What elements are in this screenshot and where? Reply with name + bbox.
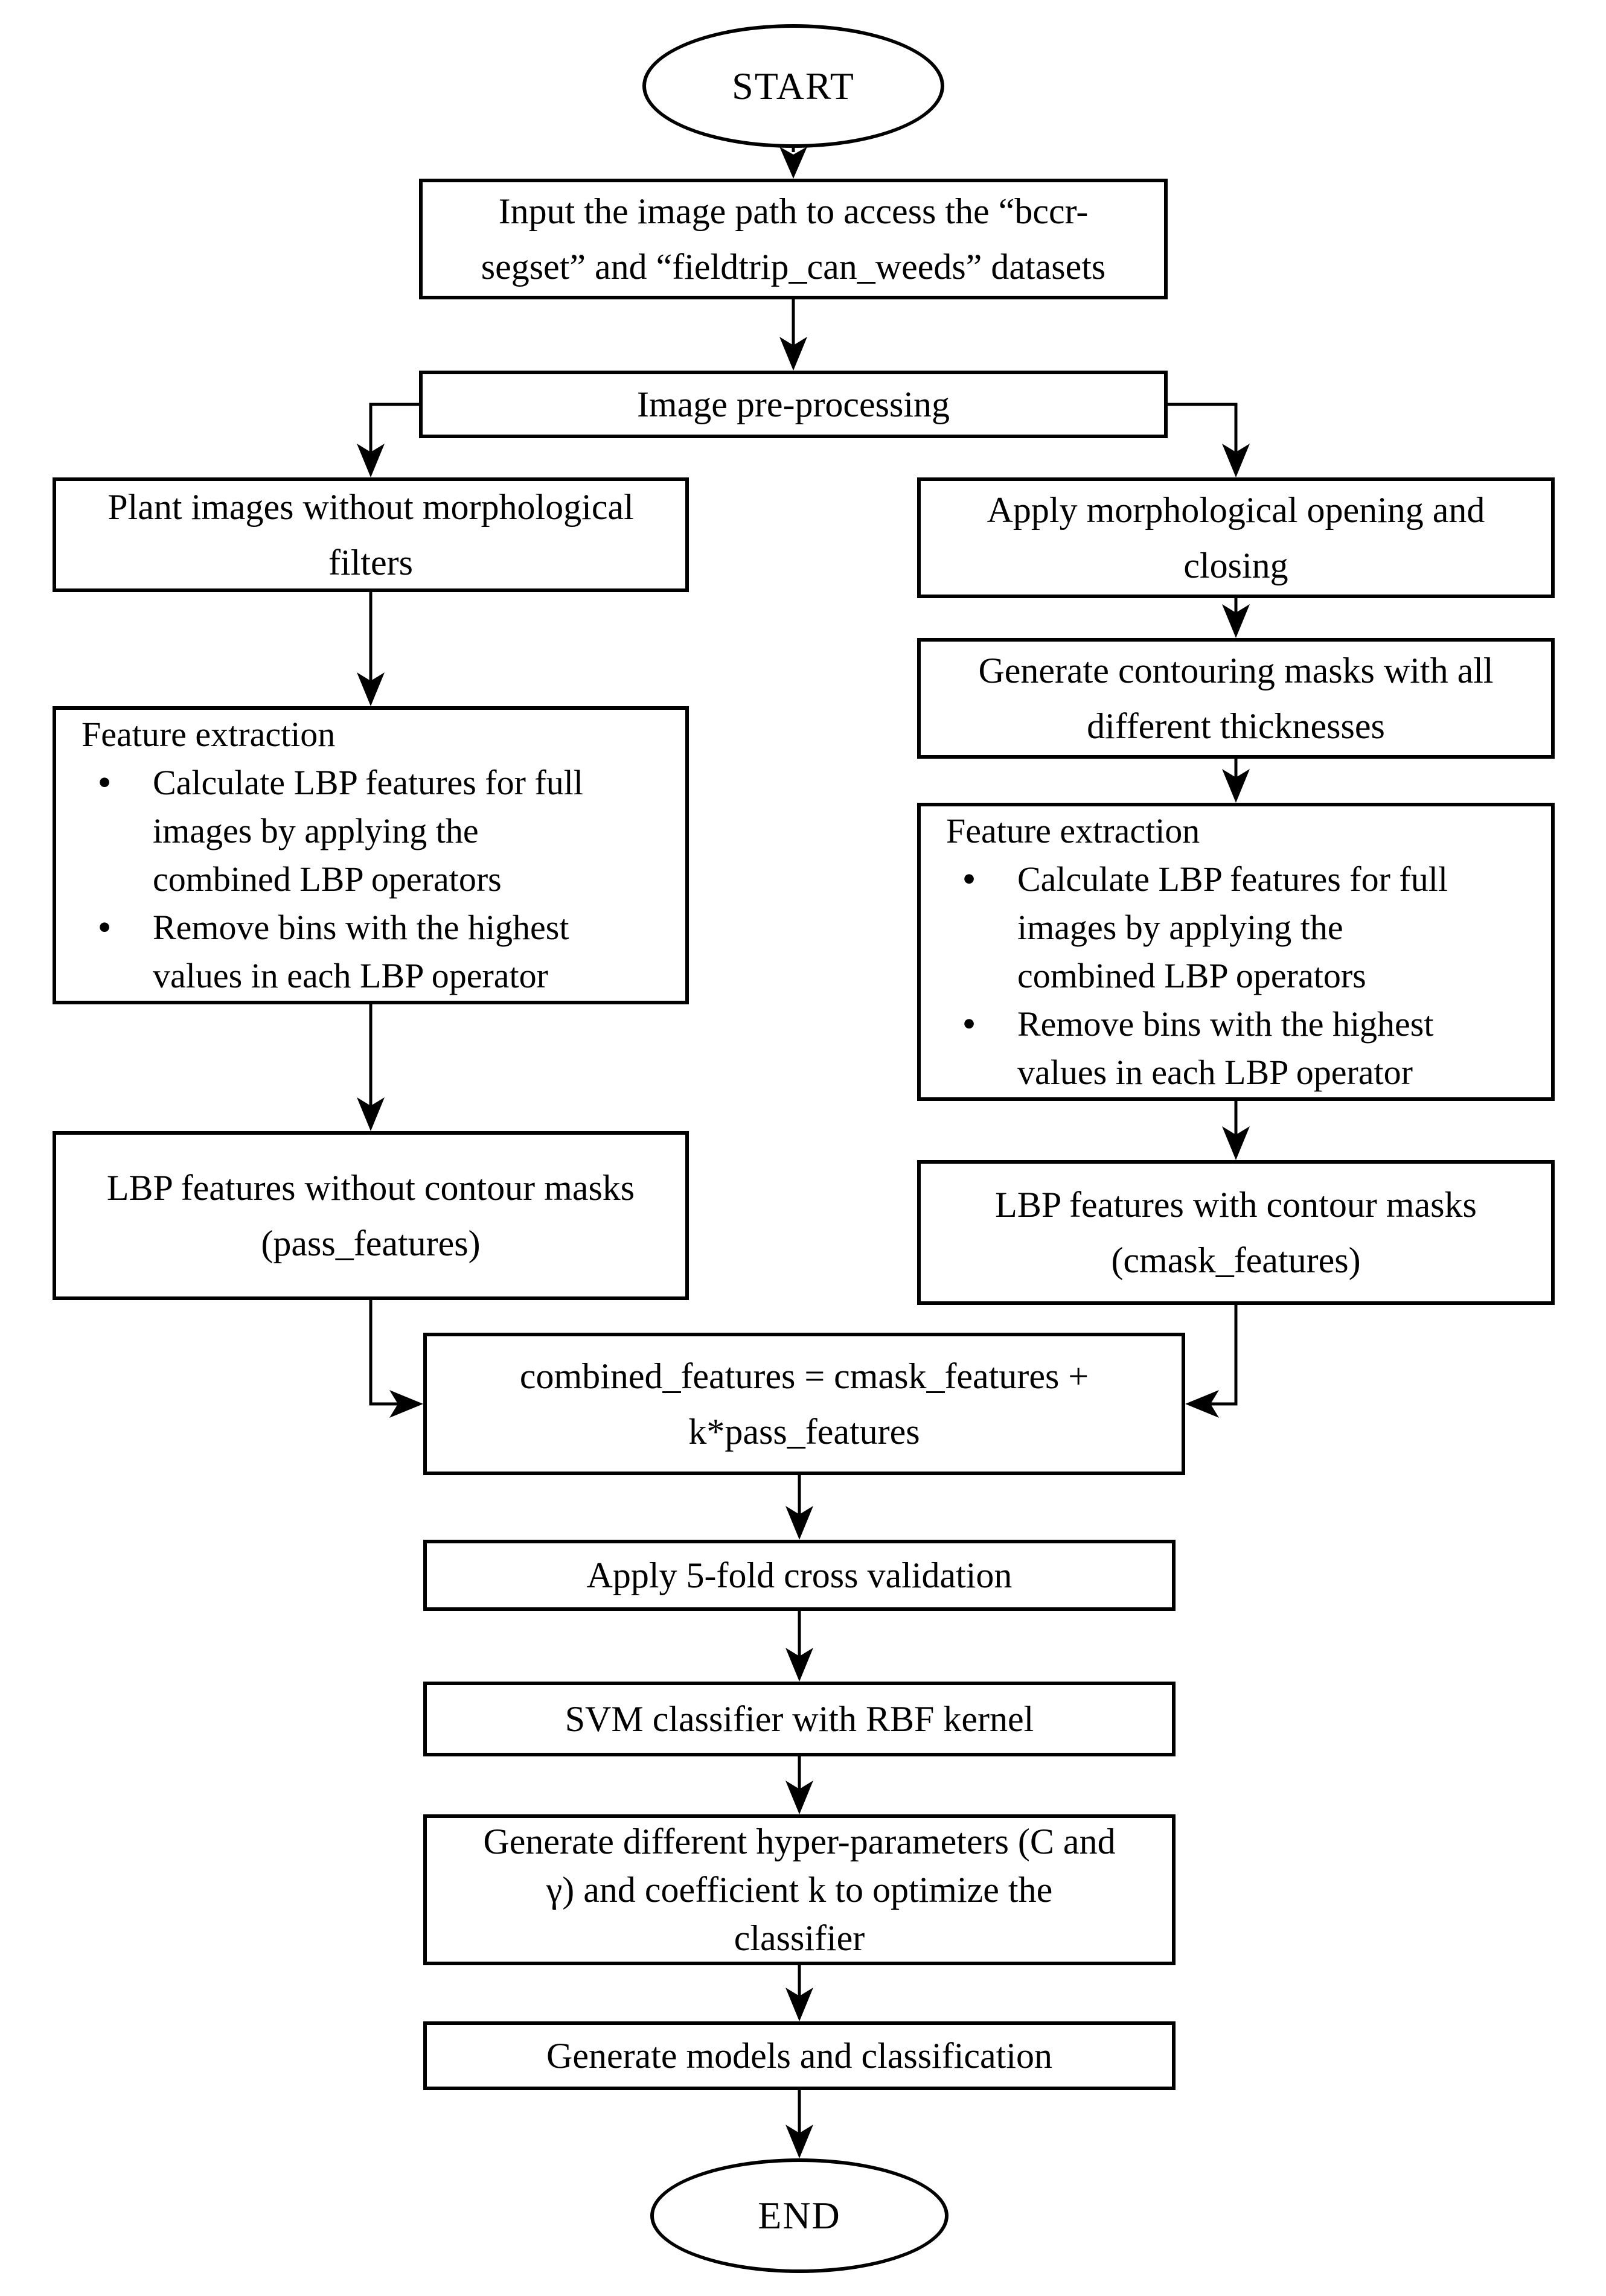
label-line: Remove bins with the highest — [153, 908, 569, 947]
connector-feature-extraction-left-to-pass-features — [357, 1004, 385, 1131]
node-image-preprocessing — [419, 371, 1168, 438]
label-line: Input the image path to access the “bccr- — [498, 191, 1089, 231]
label-line: Calculate LBP features for full — [153, 763, 583, 802]
label-line: START — [732, 64, 855, 107]
connector-input-to-preprocessing — [779, 299, 807, 371]
node-cmask-features — [917, 1160, 1555, 1305]
label-line: different thicknesses — [1087, 706, 1385, 746]
label-line: LBP features without contour masks — [106, 1168, 635, 1208]
label-line: closing — [1183, 546, 1288, 585]
node-feature-extraction-right — [917, 803, 1555, 1101]
connector-preprocessing-to-plant-images — [357, 404, 421, 477]
label-line: (cmask_features) — [1111, 1240, 1361, 1280]
label-line: LBP features with contour masks — [995, 1185, 1477, 1225]
bullet-item — [921, 855, 1518, 1000]
bullet-icon: • — [962, 857, 976, 901]
node-feature-extraction-left — [53, 706, 689, 1004]
label-line: values in each LBP operator — [1017, 1053, 1413, 1092]
label-line: combined LBP operators — [1017, 956, 1366, 995]
label-line: classifier — [734, 1918, 865, 1958]
label-line: images by applying the — [153, 811, 479, 850]
connector-morph-to-contour-masks — [1222, 598, 1250, 638]
label-line: combined LBP operators — [153, 859, 502, 899]
connector-cross-validation-to-svm — [785, 1611, 813, 1682]
label-line: Generate different hyper-parameters (C and — [483, 1822, 1116, 1861]
connector-preprocessing-to-morph-opening-closing — [1166, 404, 1250, 477]
label-line: Calculate LBP features for full — [1017, 859, 1448, 899]
label-line: Plant images without morphological — [107, 487, 634, 527]
bullet-item — [921, 1000, 1518, 1097]
label-line: Image pre-processing — [636, 384, 950, 424]
node-cross-validation — [423, 1540, 1176, 1611]
node-contour-masks — [917, 638, 1555, 759]
node-morph-opening-closing — [917, 477, 1555, 598]
bullet-icon: • — [97, 905, 112, 949]
label-line: values in each LBP operator — [153, 956, 548, 995]
label-line: SVM classifier with RBF kernel — [565, 1699, 1034, 1739]
connector-combined-to-cross-validation — [785, 1475, 813, 1540]
connector-feature-extraction-right-to-cmask-features — [1222, 1101, 1250, 1160]
label-line: γ) and coefficient k to optimize the — [546, 1870, 1053, 1910]
node-svm-classifier — [423, 1682, 1176, 1756]
label-line: END — [758, 2194, 841, 2237]
bullet-item — [56, 904, 652, 1000]
label-line: Apply morphological opening and — [987, 490, 1485, 530]
bullet-icon: • — [962, 1002, 976, 1046]
node-end — [650, 2158, 949, 2273]
label-line: (pass_features) — [261, 1223, 481, 1263]
node-models-classification — [423, 2021, 1176, 2090]
label-line: Remove bins with the highest — [1017, 1004, 1434, 1044]
node-hyper-parameters — [423, 1814, 1176, 1965]
bullet-item — [56, 759, 652, 904]
label-line: k*pass_features — [688, 1412, 920, 1452]
connector-start-to-input — [779, 147, 807, 179]
node-input-path — [419, 179, 1168, 299]
feature-extraction-title: Feature extraction — [946, 811, 1200, 850]
node-combined-features — [423, 1333, 1185, 1475]
label-line: combined_features = cmask_features + — [519, 1356, 1089, 1396]
connector-plant-images-to-feature-extraction-left — [357, 592, 385, 706]
label-line: Generate models and classification — [546, 2036, 1052, 2076]
label-line: segset” and “fieldtrip_can_weeds” datasets — [481, 247, 1106, 287]
label-line: Apply 5-fold cross validation — [586, 1555, 1013, 1595]
label-line: images by applying the — [1017, 908, 1343, 947]
connector-hyper-parameters-to-models — [785, 1965, 813, 2021]
node-plant-images — [53, 477, 689, 592]
connector-cmask-features-to-combined — [1185, 1305, 1236, 1418]
connector-pass-features-to-combined — [371, 1300, 423, 1418]
node-start — [642, 24, 944, 148]
label-line: Generate contouring masks with all — [978, 651, 1494, 690]
connector-svm-to-hyper-parameters — [785, 1756, 813, 1814]
connector-contour-masks-to-feature-extraction-right — [1222, 759, 1250, 803]
node-pass-features — [53, 1131, 689, 1300]
bullet-icon: • — [97, 761, 112, 805]
feature-extraction-title: Feature extraction — [82, 715, 336, 754]
connector-models-to-end — [785, 2090, 813, 2158]
label-line: filters — [328, 543, 413, 582]
